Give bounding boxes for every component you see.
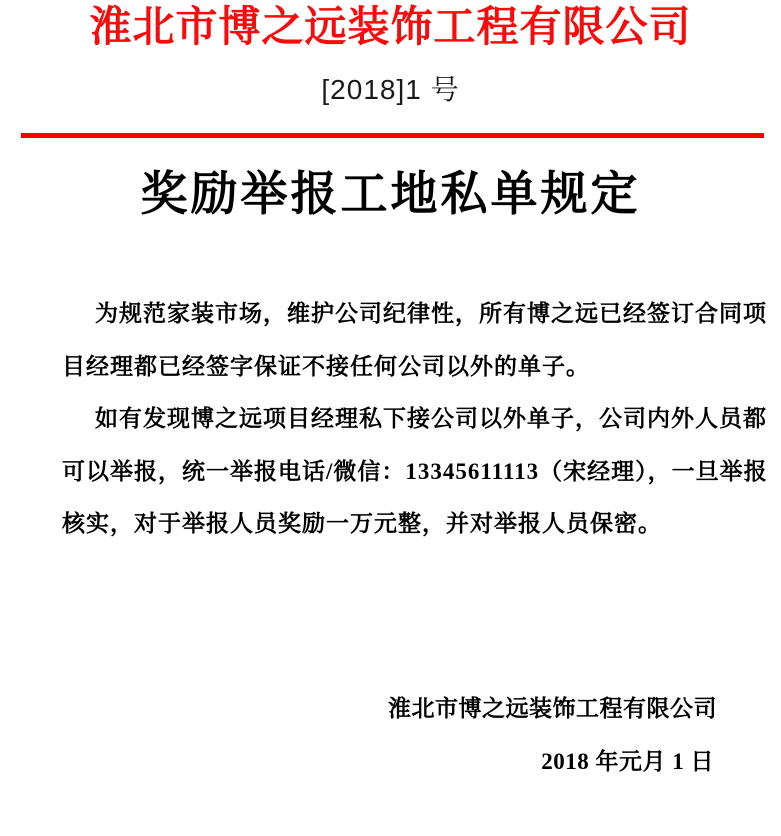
letterhead-company-name: 淮北市博之远装饰工程有限公司 xyxy=(89,5,692,51)
body-line: 核实，对于举报人员奖励一万元整，并对举报人员保密。 xyxy=(62,511,662,536)
body-line: 目经理都已经签字保证不接任何公司以外的单子。 xyxy=(62,353,590,379)
document-date: 2018 年元月 1 日 xyxy=(541,749,714,774)
document-number: [2018]1 号 xyxy=(321,74,460,105)
body-line: 为规范家装市场，维护公司纪律性，所有博之远已经签订合同项 xyxy=(95,301,767,326)
document-title: 奖励举报工地私单规定 xyxy=(140,169,641,221)
body-line: 如有发现博之远项目经理私下接公司以外单子，公司内外人员都 xyxy=(95,406,767,431)
document-body xyxy=(62,288,768,551)
red-divider-line xyxy=(21,133,764,138)
body-line: 可以举报，统一举报电话/微信：13345611113（宋经理），一旦举报 xyxy=(62,458,768,484)
signature-company-name: 淮北市博之远装饰工程有限公司 xyxy=(388,696,717,721)
